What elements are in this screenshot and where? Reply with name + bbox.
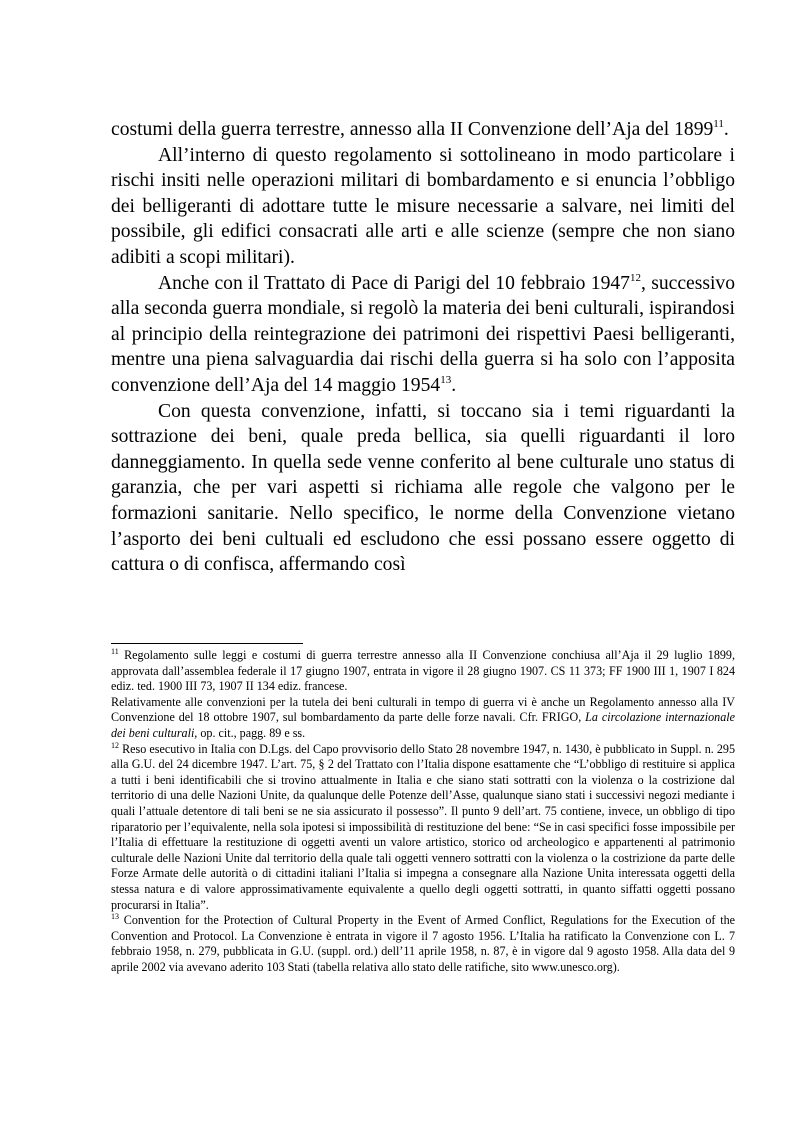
paragraph-2: All’interno di questo regolamento si sottolineano in modo particolare i rischi insiti nelle operazioni militari di bombardamento e si enuncia l’obbligo dei belligeranti di adottare tutte le misure necessarie a salvare, nei limiti del possibile, gli edifici consacrati alle arti e alle scienze (sempre che non siano adibiti a scopi militari). — [111, 144, 735, 268]
footnote-number-12: 12 — [111, 740, 119, 750]
main-text — [111, 117, 735, 578]
footnote-11-continued — [111, 695, 735, 742]
footnote-11-cont-a: Relativamente alle convenzioni per la tutela dei beni culturali in tempo di guerra vi è anche un Regolamento annesso alla IV Convenzione del 18 ottobre 1907, sul bombardamento da parte delle forze navali. Cfr. FRIGO, — [111, 694, 735, 725]
paragraph-3-text-b: , successivo alla seconda guerra mondiale, si regolò la materia dei beni culturali, ispirandosi al principio della reintegrazione dei patrimoni dei rispettivi Paesi belligeranti, mentre una piena salvaguardia dai rischi della guerra si ha solo con l’apposita convenzione dell’Aja del 14 maggio 1954 — [111, 272, 735, 396]
paragraph-1-text: costumi della guerra terrestre, annesso alla II Convenzione dell’Aja del 1899 — [111, 119, 714, 140]
footnote-ref-11[interactable]: 11 — [713, 118, 724, 130]
paragraph-4: Con questa convenzione, infatti, si toccano sia i temi riguardanti la sottrazione dei beni, quale preda bellica, sia quelli riguardanti il loro danneggiamento. In quella sede venne conferito al bene culturale uno status di garanzia, che per vari aspetti si richiama alle regole che valgono per le formazioni sanitarie. Nello specifico, le norme della Convenzione vietano l’asporto dei beni cultuali ed escludono che essi possano essere oggetto di cattura o di confisca, affermando così — [111, 400, 735, 576]
footnote-11-book-title: La circolazione internazionale dei beni culturali, — [111, 710, 735, 740]
footnote-number-11: 11 — [111, 647, 119, 656]
footnote-11 — [111, 648, 735, 695]
footnote-12 — [111, 742, 735, 914]
footnote-11-cont-b: op. cit., pagg. 89 e ss. — [197, 725, 306, 740]
footnote-ref-13[interactable]: 13 — [440, 373, 452, 386]
paragraph-3 — [111, 271, 735, 399]
paragraph-3-text-a: Anche con il Trattato di Pace di Parigi del 10 febbraio 1947 — [158, 272, 630, 294]
footnote-ref-12[interactable]: 12 — [629, 271, 641, 284]
footnote-13-text: Convention for the Protection of Cultural Property in the Event of Armed Conflict, Regulations for the Execution of the Convention and Protocol. La Convenzione è entrata in vigore il 7 agosto 1956. L’Italia ha ratificato la Convenzione con L. 7 febbraio 1958, n. 279, pubblicata in G.U. (suppl. ord.) dell’11 aprile 1958, n. 87, è in vigore dal 9 agosto 1958. Alla data del 9 aprile 2002 via avevano aderito 103 Stati (tabella relativa allo stato delle ratifiche, sito www.unesco.org). — [111, 913, 735, 974]
footnotes — [111, 648, 735, 975]
footnote-13 — [111, 913, 735, 975]
footnote-12-text: Reso esecutivo in Italia con D.Lgs. del Capo provvisorio dello Stato 28 novembre 1947, n. 1430, è pubblicato in Suppl. n. 295 alla G.U. del 24 dicembre 1947. L’art. 75, § 2 del Trattato con l’Italia dispone esattamente che “L’obbligo di restituire si applica a tutti i beni identificabili che si trovino attualmente in Italia e che siano stati sottratti con la violenza o la costrizione dal territorio di una delle Nazioni Unite, da qualunque delle Potenze dell’Asse, qualunque siano stati i successivi negozi mediante i quali l’attuale detentore di tali beni se ne sia assicurato il possesso”. Il punto 9 dell’art. 75 contiene, invece, un obbligo di tipo riparatorio per l’equivalente, nella sola ipotesi si impossibilità di restituzione del bene: “Se in casi specifici fosse impossibile per l’Italia di effettuare la restituzione di oggetti aventi un valore artistico, storico od archeologico e appartenenti al patrimonio culturale delle Nazioni Unite dal territorio della quale tali oggetti vennero sottratti con la violenza o la costrizione da parte delle Forze Armate delle autorità o di cittadini italiani l’Italia si impegna a consegnare alla Nazione Unita interessata oggetti della stessa natura e di valore approssimativamente equivalente a quello degli oggetti sottratti, in quanto siffatti oggetti possano procurarsi in Italia”. — [111, 741, 735, 912]
footnote-separator — [111, 643, 303, 644]
paragraph-1-end: . — [723, 119, 729, 140]
paragraph-3-end: . — [451, 374, 457, 396]
footnote-11-text: Regolamento sulle leggi e costumi di guerra terrestre annesso alla II Convenzione conchiusa all’Aja il 29 luglio 1899, approvata dall’assemblea federale il 17 giugno 1907, entrata in vigore il 28 giugno 1907. CS 11 373; FF 1900 III 1, 1907 I 824 ediz. ted. 1900 III 73, 1907 II 134 ediz. francese. — [111, 648, 735, 694]
paragraph-1 — [111, 117, 735, 143]
footnote-number-13: 13 — [111, 912, 119, 922]
